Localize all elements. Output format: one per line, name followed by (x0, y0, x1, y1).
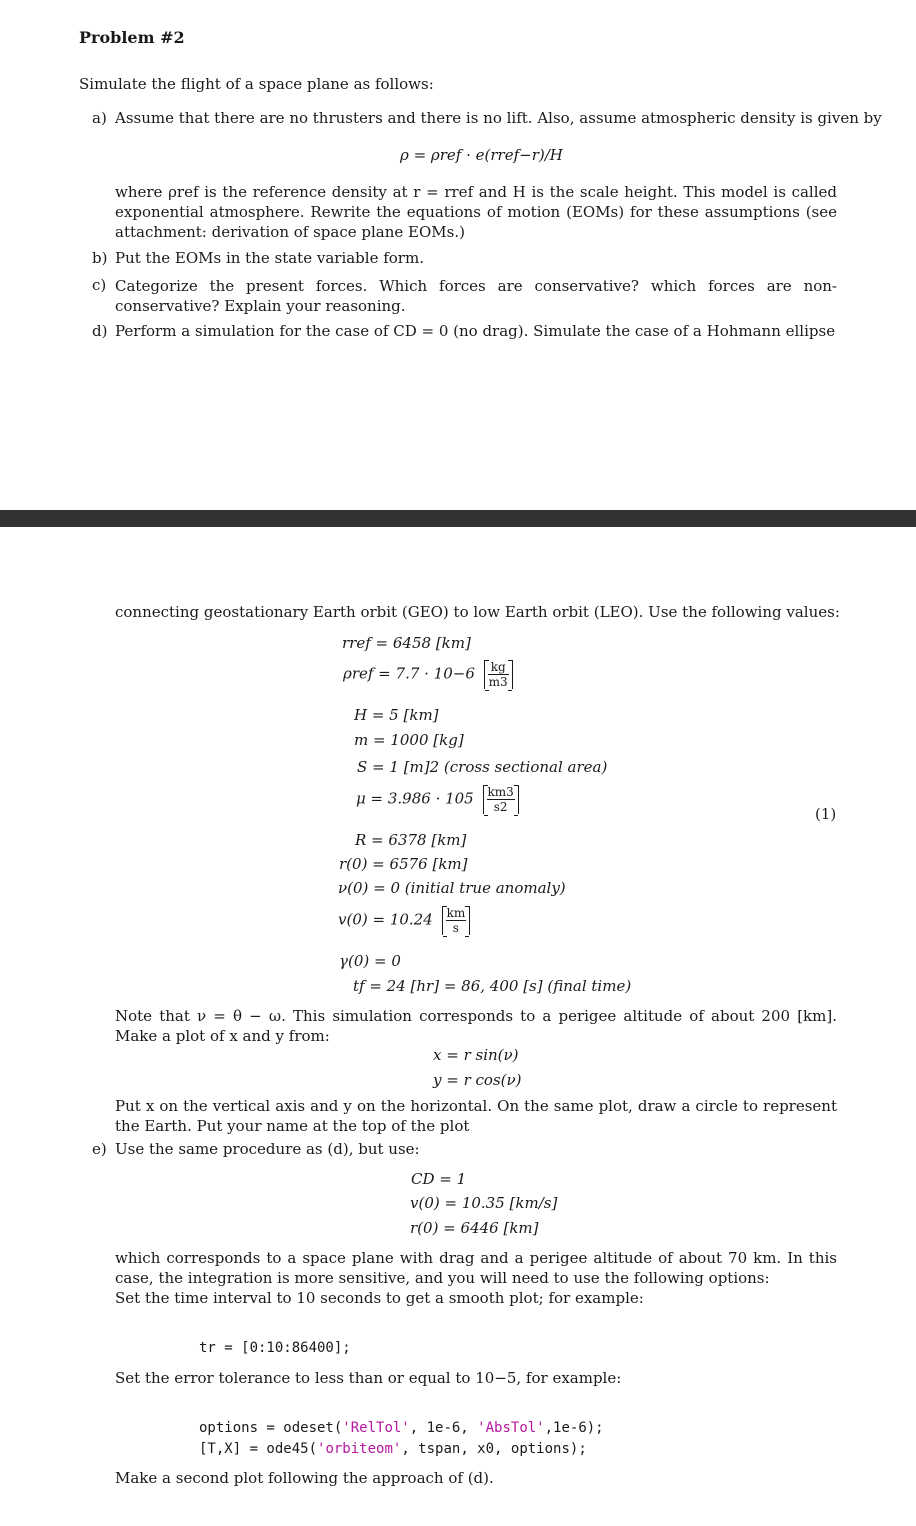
value-nu0: ν(0) = 0 (initial true anomaly) (338, 879, 566, 897)
rho-unit-num: kg (488, 660, 509, 675)
equation-x: x = r sin(ν) (433, 1046, 519, 1064)
value-rho-ref (343, 660, 513, 689)
part-e-v0: v(0) = 10.35 [km/s] (410, 1194, 558, 1212)
part-d-plot-text: Put x on the vertical axis and y on the horizontal. On the same plot, draw a circle to represent the Earth. Put your name at the top of the plot (115, 1097, 837, 1135)
part-d-note: Note that ν = θ − ω. This simulation corresponds to a perigee altitude of about 200 [km]. Make a plot of x and y from: (115, 1007, 837, 1045)
code-ode45-a: [T,X] = ode45( (199, 1441, 318, 1457)
rho-unit (484, 660, 513, 689)
part-e-cd: CD = 1 (411, 1170, 467, 1188)
density-equation: ρ = ρref · e(rref−r)/H (400, 146, 563, 164)
part-c-label: c) (92, 276, 107, 294)
equation-number: (1) (815, 805, 837, 823)
tolerance-text: Set the error tolerance to less than or equal to 10−5, for example: (115, 1369, 622, 1387)
value-S: S = 1 [m]2 (cross sectional area) (357, 758, 608, 776)
code-options-a: options = odeset( (199, 1420, 343, 1436)
code-ode45-line (199, 1441, 587, 1457)
intro-text: Simulate the flight of a space plane as follows: (79, 75, 434, 93)
value-tf: tf = 24 [hr] = 86, 400 [s] (final time) (353, 977, 632, 995)
part-a-text: Assume that there are no thrusters and there is no lift. Also, assume atmospheric density is given by (115, 109, 882, 127)
part-e-text2: which corresponds to a space plane with drag and a perigee altitude of about 70 km. In this case, the integration is more sensitive, and you will need to use the following options: (115, 1249, 837, 1287)
value-r-ref: rref = 6458 [km] (342, 634, 471, 652)
value-gamma0: γ(0) = 0 (339, 952, 401, 970)
code-options-b: , 1e-6, (409, 1420, 478, 1436)
value-r0: r(0) = 6576 [km] (339, 855, 468, 873)
part-a-text2: where ρref is the reference density at r = rref and H is the scale height. This model is called exponential atmosphere. Rewrite the equations of motion (EOMs) for these assumptions (see attachment: derivation of space plane EOMs.) (115, 183, 837, 241)
part-c-text: Categorize the present forces. Which forces are conservative? which forces are non-conservative? Explain your reasoning. (115, 277, 837, 315)
part-d-text: Perform a simulation for the case of CD = 0 (no drag). Simulate the case of a Hohmann ellipse (115, 322, 836, 340)
part-e-label: e) (92, 1140, 107, 1158)
code-options-c: ,1e-6); (544, 1420, 604, 1436)
part-e-text: Use the same procedure as (d), but use: (115, 1140, 420, 1158)
code-options-abstol: 'AbsTol' (477, 1420, 545, 1436)
value-R: R = 6378 [km] (355, 831, 467, 849)
code-time-interval: tr = [0:10:86400]; (199, 1340, 351, 1356)
code-options-line (199, 1420, 604, 1436)
part-e-text3: Set the time interval to 10 seconds to get a smooth plot; for example: (115, 1289, 644, 1307)
problem-heading: Problem #2 (79, 28, 185, 47)
code-ode45-b: , tspan, x0, options); (401, 1441, 587, 1457)
part-e-r0: r(0) = 6446 [km] (410, 1219, 539, 1237)
part-b-label: b) (92, 249, 108, 267)
mu-text: μ = 3.986 · 105 (356, 789, 474, 808)
v0-unit-num: km (446, 906, 466, 920)
value-H: H = 5 [km] (354, 706, 439, 724)
mu-unit-num: km3 (487, 785, 514, 799)
page-break-divider (0, 510, 916, 527)
code-options-reltol: 'RelTol' (342, 1420, 410, 1436)
v0-unit (442, 906, 471, 935)
part-b-text: Put the EOMs in the state variable form. (115, 249, 424, 267)
final-instruction: Make a second plot following the approach of (d). (115, 1469, 494, 1487)
v0-unit-den: s (452, 921, 459, 935)
value-v0 (338, 906, 470, 935)
part-d-text-cont: connecting geostationary Earth orbit (GEO) to low Earth orbit (LEO). Use the following values: (115, 603, 840, 621)
v0-text: v(0) = 10.24 (338, 910, 433, 929)
equation-y: y = r cos(ν) (433, 1071, 522, 1089)
part-d-label: d) (92, 322, 108, 340)
mu-unit-den: s2 (493, 800, 508, 814)
part-a-label: a) (92, 109, 107, 127)
rho-unit-den: m3 (488, 675, 508, 689)
code-ode45-fn: 'orbiteom' (317, 1441, 402, 1457)
rho-ref-text: ρref = 7.7 · 10−6 (343, 664, 475, 683)
mu-unit (483, 785, 519, 814)
value-m: m = 1000 [kg] (354, 731, 464, 749)
value-mu (356, 785, 519, 814)
